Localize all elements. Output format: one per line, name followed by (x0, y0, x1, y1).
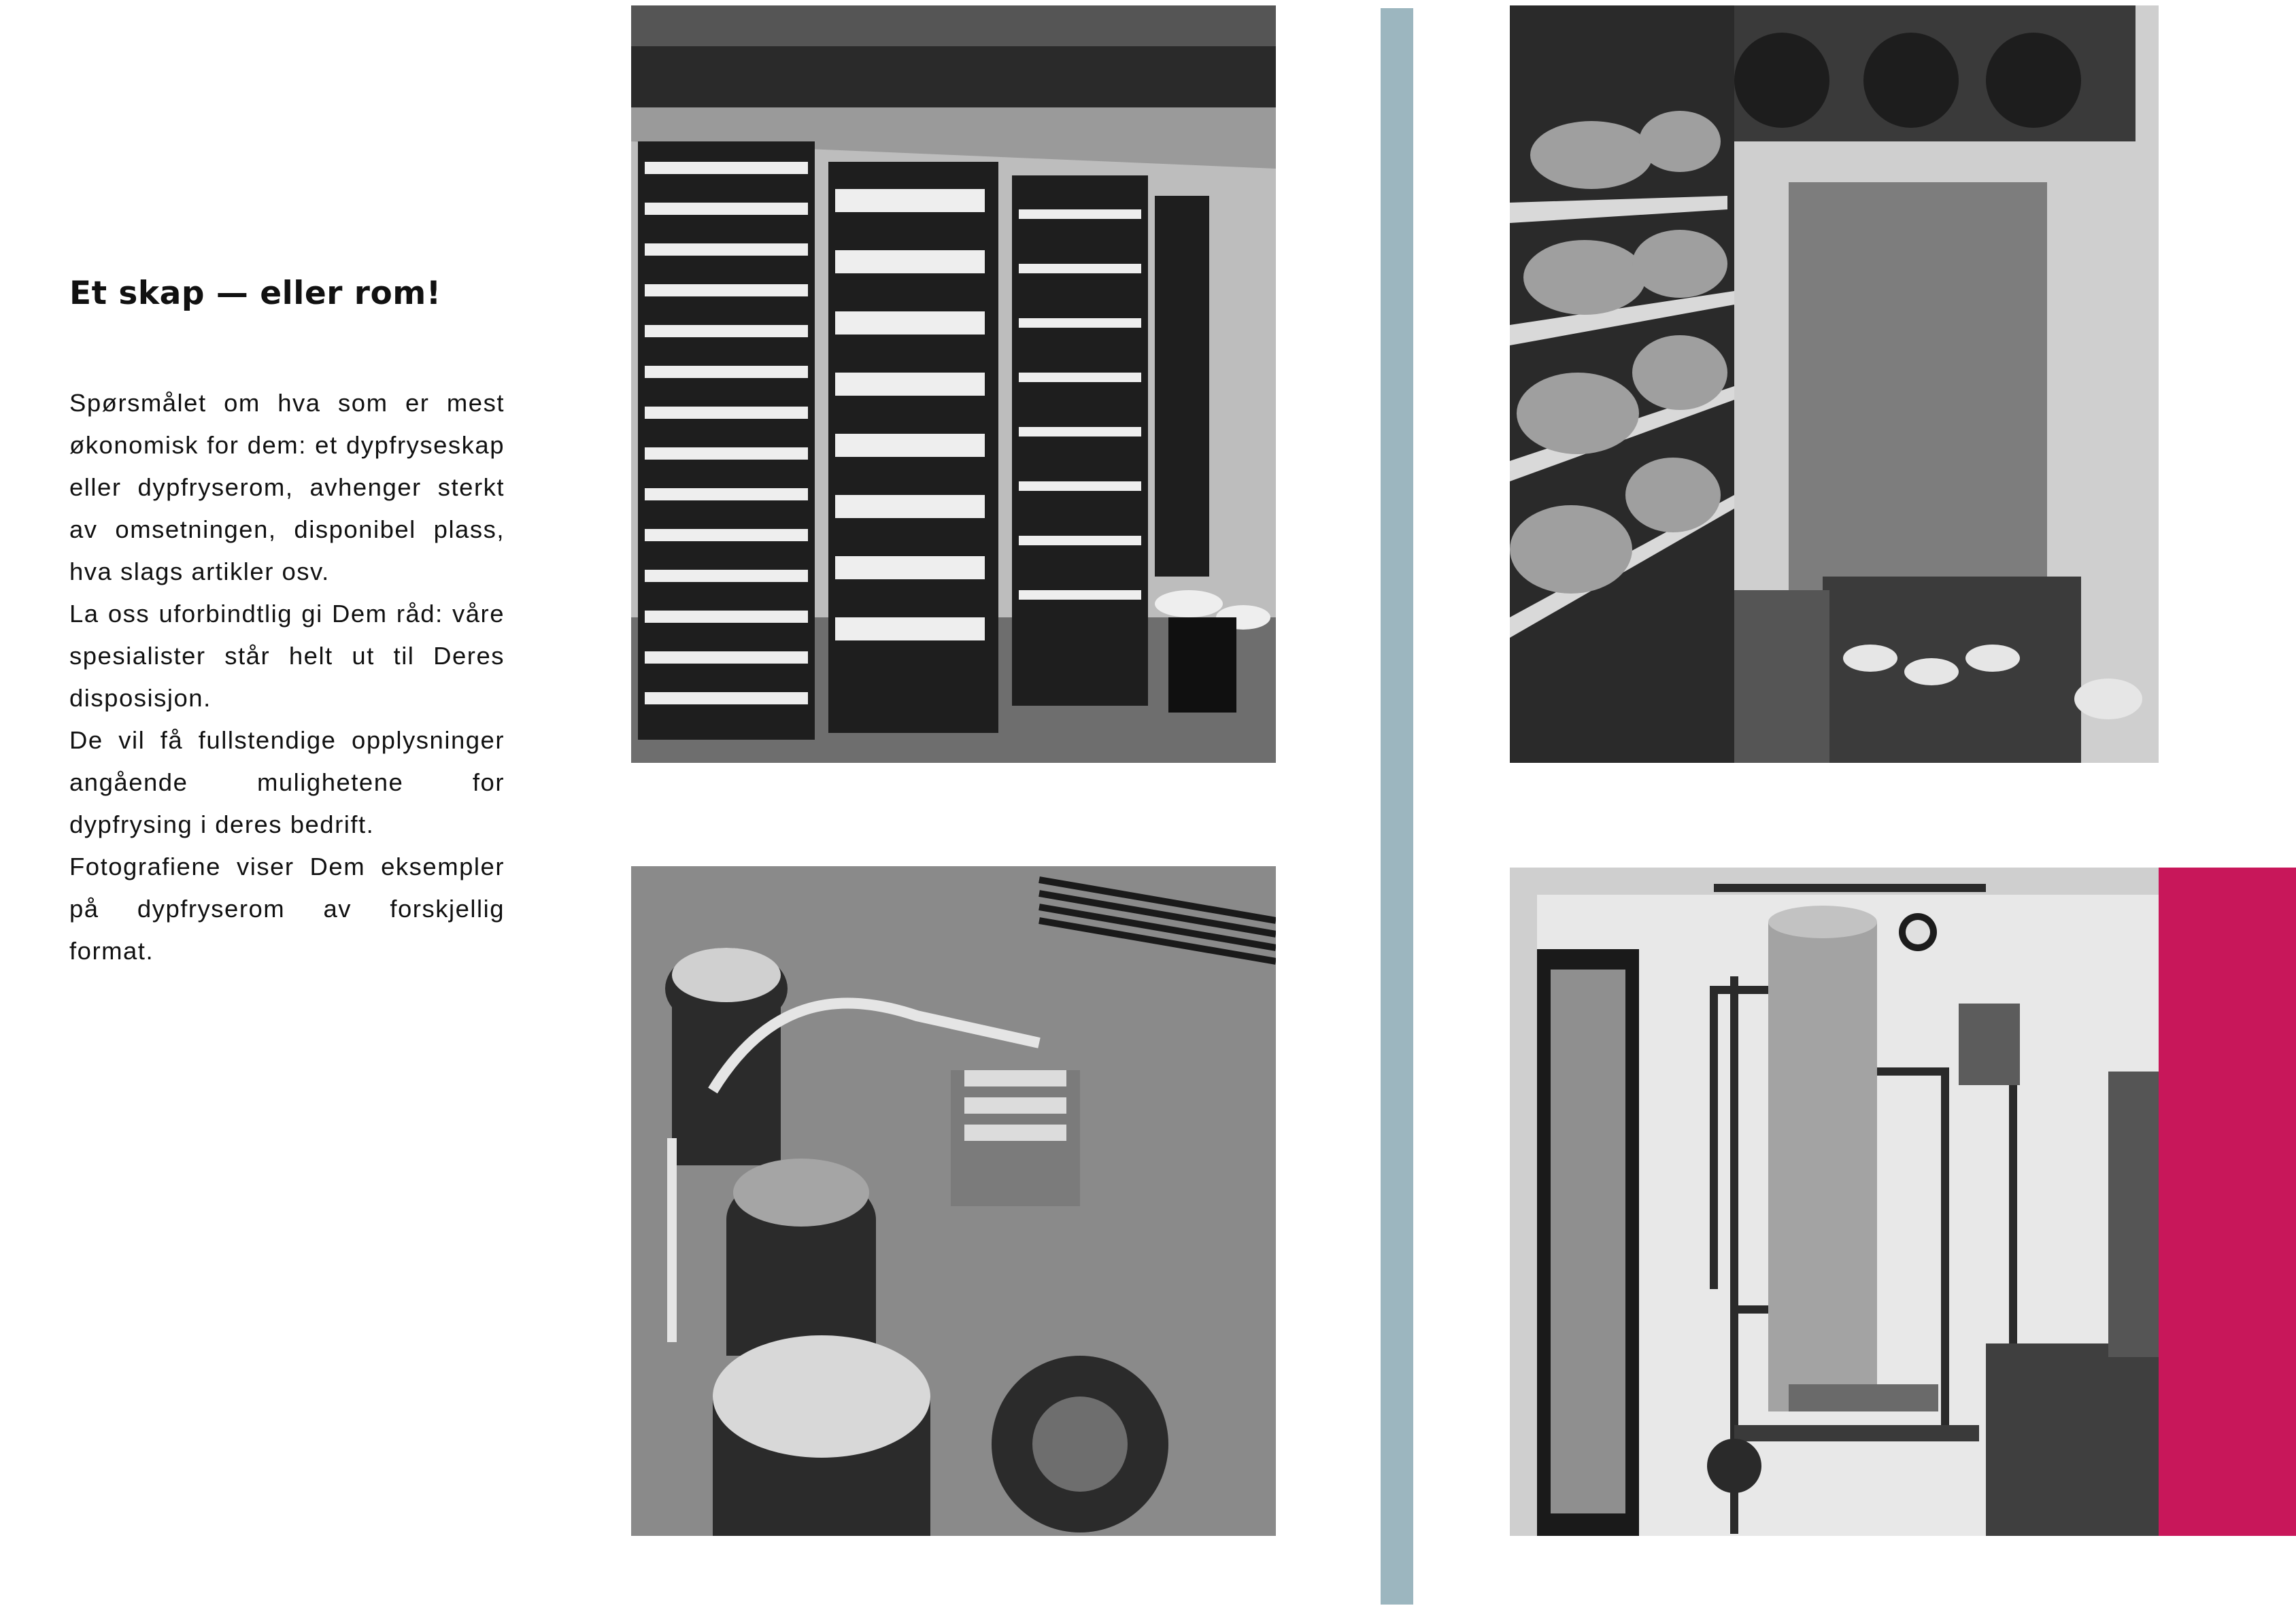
photo-freezer-room-door (1510, 5, 2159, 763)
divider-stripe (1381, 8, 1413, 1605)
photo-tank-piping (1510, 868, 2159, 1536)
photo-compressors (631, 866, 1276, 1536)
paragraph: Spørsmålet om hva som er mest økonomisk for dem: et dypfryseskap eller dypfryserom, avhenger sterkt av omsetningen, disponibel plass, hva slags artikler osv. (69, 389, 505, 585)
photo-bread-racks (631, 5, 1276, 763)
paragraph: Fotografiene viser Dem eksempler på dypfryserom av forskjellig format. (69, 853, 505, 965)
page-heading: Et skap — eller rom! (69, 275, 441, 312)
paragraph: La oss uforbindtlig gi Dem råd: våre spesialister står helt ut til Deres disposisjon. (69, 600, 505, 712)
accent-bar (2159, 868, 2296, 1536)
paragraph: De vil få fullstendige opplysninger angående mulighetene for dypfrysing i deres bedrift. (69, 726, 505, 838)
body-text (69, 382, 505, 972)
